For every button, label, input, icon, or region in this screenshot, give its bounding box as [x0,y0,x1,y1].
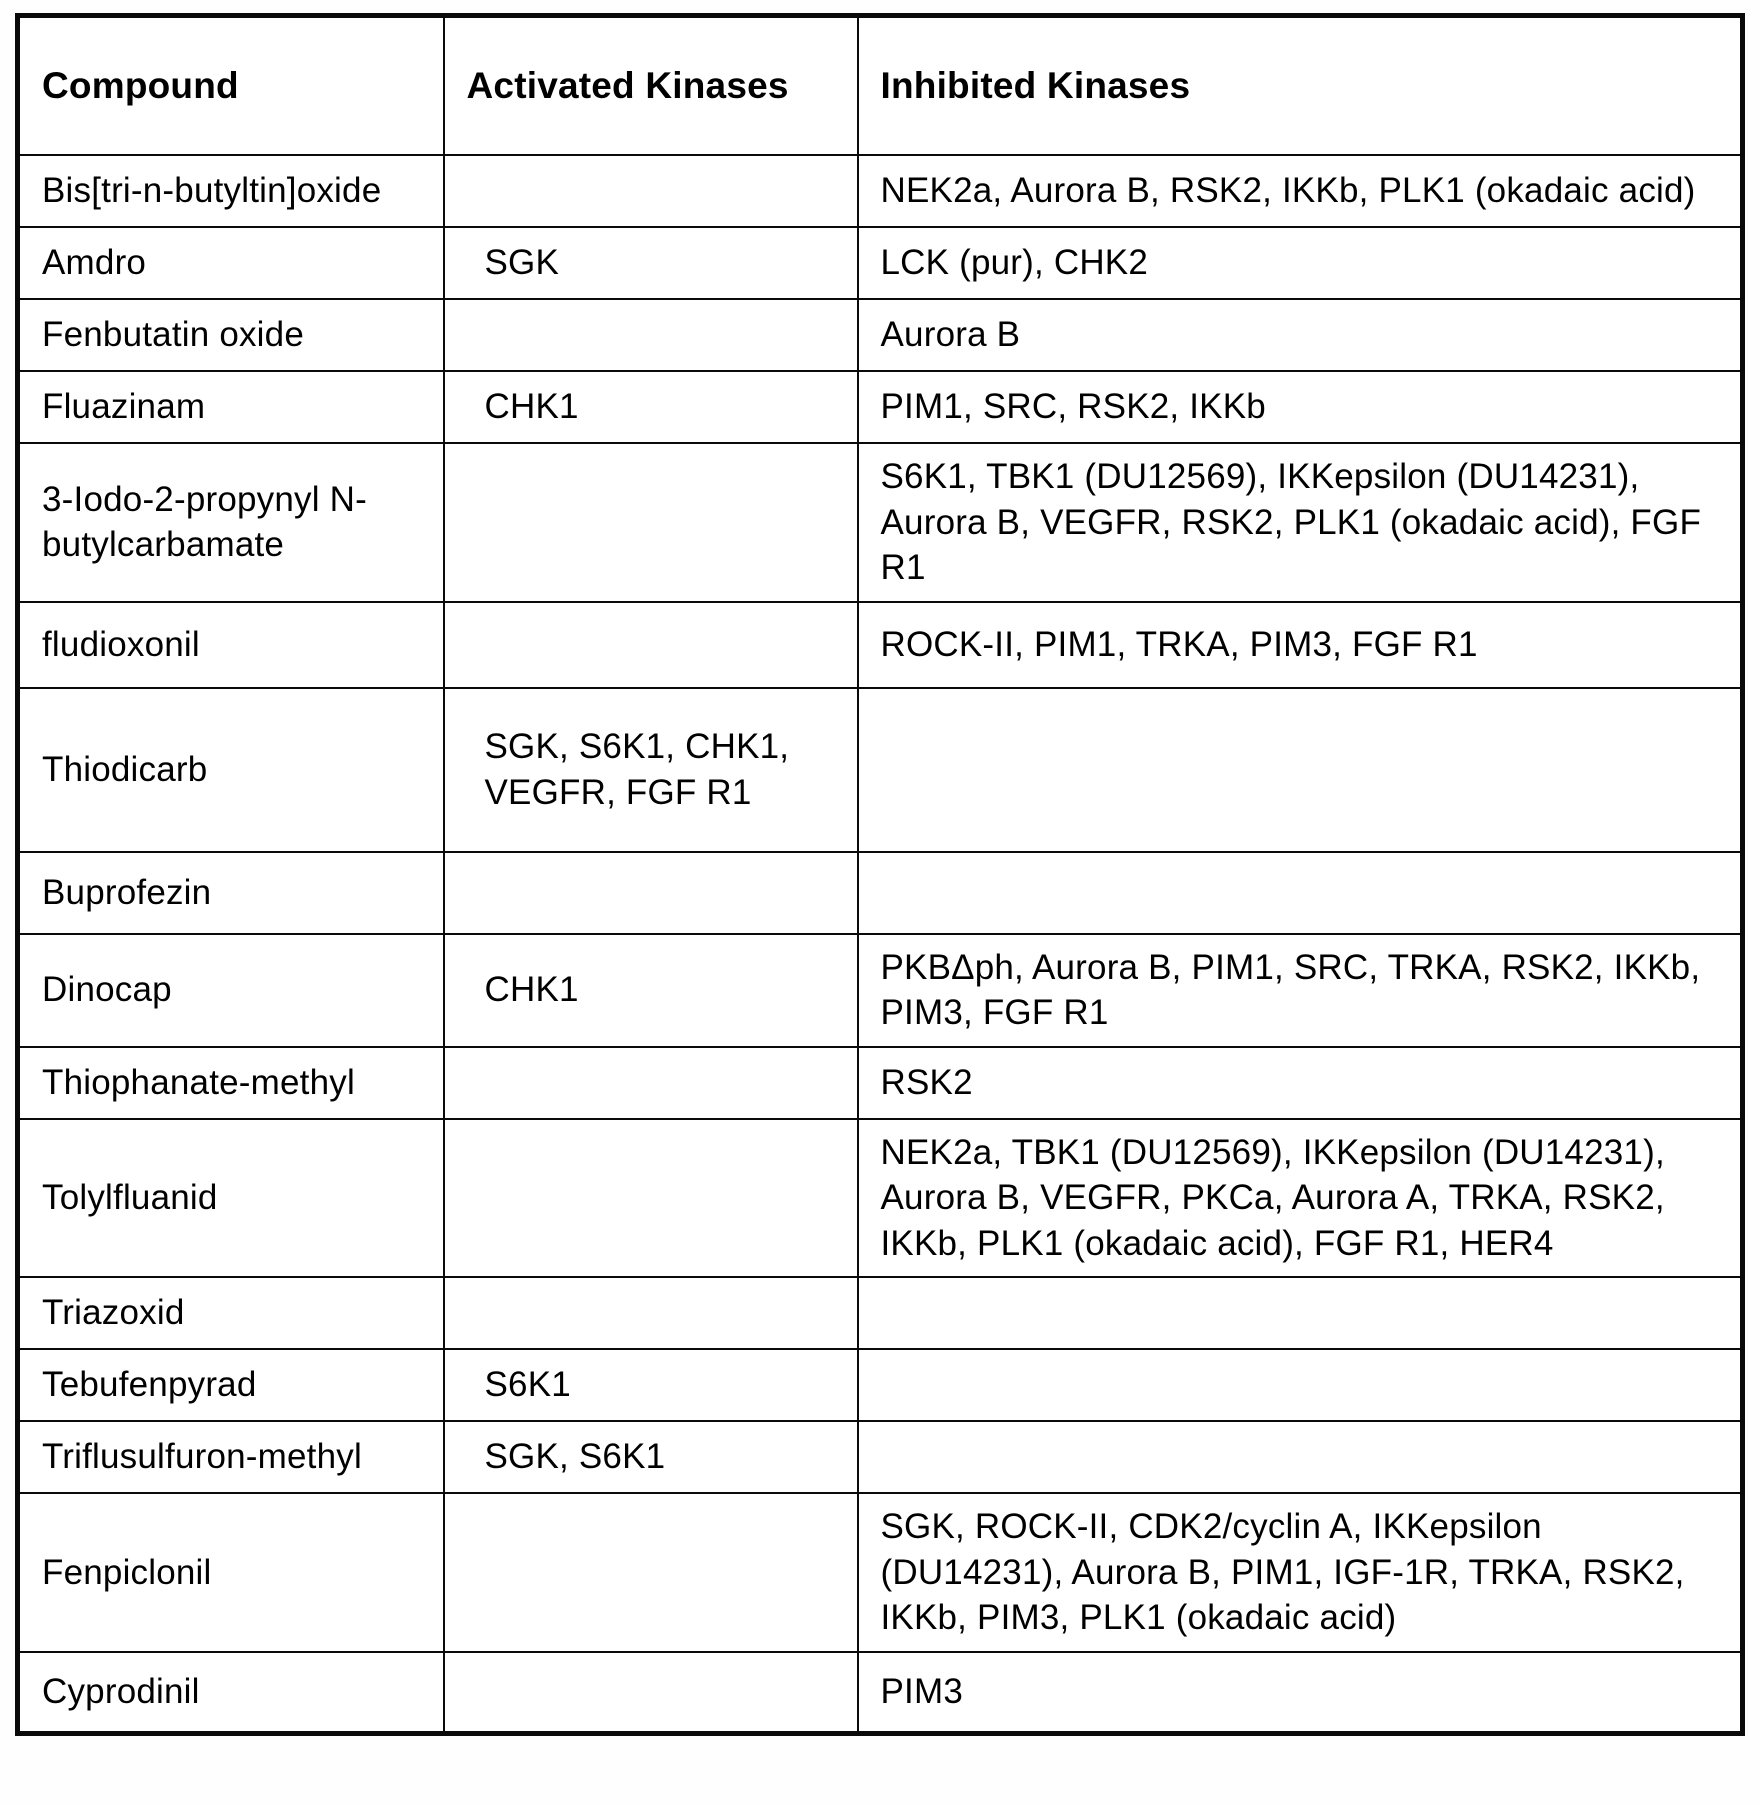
compound-kinase-table [15,13,1745,1736]
compound-cell: Triflusulfuron-methyl [18,1421,444,1493]
inhibited-kinases-cell: PKBΔph, Aurora B, PIM1, SRC, TRKA, RSK2, IKKb, PIM3, FGF R1 [858,934,1743,1047]
header-activated-kinases: Activated Kinases [444,16,858,156]
table-row [18,443,1743,602]
table-row [18,1119,1743,1278]
compound-cell: Thiophanate-methyl [18,1047,444,1119]
activated-kinases-cell [444,602,858,688]
header-compound: Compound [18,16,444,156]
table-row [18,1493,1743,1652]
activated-kinases-cell [444,1119,858,1278]
table-row [18,299,1743,371]
inhibited-kinases-cell [858,1349,1743,1421]
inhibited-kinases-cell [858,1421,1743,1493]
compound-cell: Buprofezin [18,852,444,934]
activated-kinases-cell [444,1277,858,1349]
table-row [18,852,1743,934]
table-row [18,1047,1743,1119]
table-row [18,1421,1743,1493]
table-row [18,1277,1743,1349]
inhibited-kinases-cell: LCK (pur), CHK2 [858,227,1743,299]
compound-cell: 3-Iodo-2-propynyl N-butylcarbamate [18,443,444,602]
activated-kinases-cell [444,1493,858,1652]
compound-cell: Cyprodinil [18,1652,444,1734]
table-row [18,934,1743,1047]
compound-cell: Triazoxid [18,1277,444,1349]
compound-cell: Fluazinam [18,371,444,443]
compound-cell: fludioxonil [18,602,444,688]
table-row [18,1652,1743,1734]
activated-kinases-cell [444,155,858,227]
header-row [18,16,1743,156]
activated-kinases-cell: S6K1 [444,1349,858,1421]
activated-kinases-cell [444,443,858,602]
activated-kinases-cell: SGK, S6K1 [444,1421,858,1493]
header-inhibited-kinases: Inhibited Kinases [858,16,1743,156]
compound-cell: Dinocap [18,934,444,1047]
inhibited-kinases-cell: S6K1, TBK1 (DU12569), IKKepsilon (DU14231), Aurora B, VEGFR, RSK2, PLK1 (okadaic acid), FGF R1 [858,443,1743,602]
inhibited-kinases-cell [858,852,1743,934]
table-row [18,371,1743,443]
inhibited-kinases-cell: PIM1, SRC, RSK2, IKKb [858,371,1743,443]
table-row [18,602,1743,688]
compound-cell: Bis[tri-n-butyltin]oxide [18,155,444,227]
activated-kinases-cell: SGK [444,227,858,299]
inhibited-kinases-cell [858,688,1743,852]
inhibited-kinases-cell: RSK2 [858,1047,1743,1119]
table-row [18,227,1743,299]
inhibited-kinases-cell: NEK2a, TBK1 (DU12569), IKKepsilon (DU14231), Aurora B, VEGFR, PKCa, Aurora A, TRKA, RSK2, IKKb, PLK1 (okadaic acid), FGF R1, HER4 [858,1119,1743,1278]
compound-cell: Tolylfluanid [18,1119,444,1278]
compound-cell: Fenbutatin oxide [18,299,444,371]
inhibited-kinases-cell: Aurora B [858,299,1743,371]
inhibited-kinases-cell: SGK, ROCK-II, CDK2/cyclin A, IKKepsilon (DU14231), Aurora B, PIM1, IGF-1R, TRKA, RSK2, IKKb, PIM3, PLK1 (okadaic acid) [858,1493,1743,1652]
table-row [18,155,1743,227]
compound-cell: Amdro [18,227,444,299]
inhibited-kinases-cell [858,1277,1743,1349]
activated-kinases-cell: CHK1 [444,371,858,443]
activated-kinases-cell [444,299,858,371]
compound-cell: Thiodicarb [18,688,444,852]
activated-kinases-cell: SGK, S6K1, CHK1, VEGFR, FGF R1 [444,688,858,852]
inhibited-kinases-cell: ROCK-II, PIM1, TRKA, PIM3, FGF R1 [858,602,1743,688]
compound-cell: Fenpiclonil [18,1493,444,1652]
activated-kinases-cell [444,852,858,934]
inhibited-kinases-cell: PIM3 [858,1652,1743,1734]
table-row [18,1349,1743,1421]
table-row [18,688,1743,852]
activated-kinases-cell [444,1047,858,1119]
activated-kinases-cell [444,1652,858,1734]
activated-kinases-cell: CHK1 [444,934,858,1047]
inhibited-kinases-cell: NEK2a, Aurora B, RSK2, IKKb, PLK1 (okadaic acid) [858,155,1743,227]
compound-cell: Tebufenpyrad [18,1349,444,1421]
